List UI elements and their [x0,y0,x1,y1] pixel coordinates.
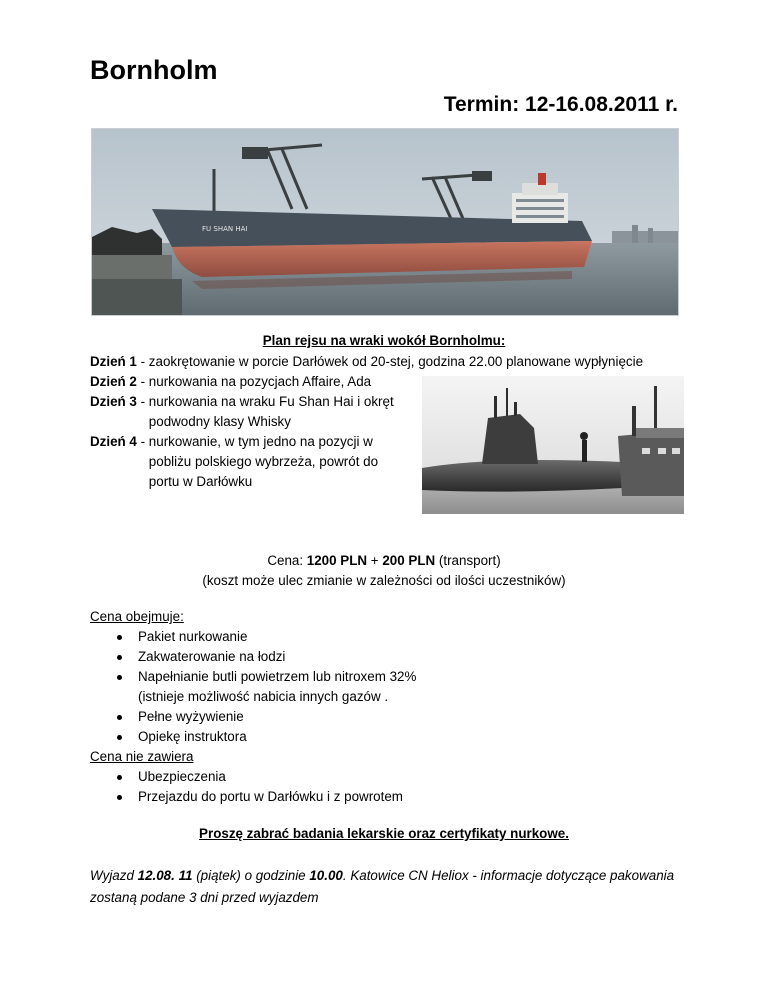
price-details [90,607,690,807]
list-item: Pełne wyżywienie [90,707,690,727]
includes-list-cont [90,707,690,747]
price-transport: 200 PLN [382,553,436,568]
includes-list [90,627,690,687]
departure-date: 12.08. 11 [137,868,193,883]
day-label: Dzień 3 [90,394,137,409]
price-note: (koszt może ulec zmianie w zależności od ilości uczestników) [202,573,566,588]
submarine-photo [422,376,684,514]
day-text: nurkowania na wraku Fu Shan Hai i okręt podwodny klasy Whisky [148,394,394,429]
day-item: Dzień 3 - nurkowania na wraku Fu Shan Hai i okręt podwodny klasy Whisky [90,392,650,432]
list-item: Napełnianie butli powietrzem lub nitroxem 32% [90,667,690,687]
page-title: Bornholm [90,55,218,85]
departure-prefix: Wyjazd [90,868,138,883]
price-main: 1200 PLN [306,553,368,568]
day-label: Dzień 4 [90,434,137,449]
cargo-ship-photo [91,128,679,316]
day-label: Dzień 1 [90,354,137,369]
departure-time: 10.00 [309,868,343,883]
price-plus: + [367,553,383,568]
plan-heading: Plan rejsu na wraki wokół Bornholmu: [262,333,506,348]
departure-suffix: . Katowice CN Heliox - informacje dotyczące pakowania zostaną podane 3 dni przed wyjazdem [90,868,675,905]
gas-note: (istnieje możliwość nabicia innych gazów . [138,689,389,704]
list-item: Opiekę instruktora [90,727,690,747]
day-item: Dzień 4 - nurkowanie, w tym jedno na pozycji w pobliżu polskiego wybrzeża, powrót do portu w Darłówku [90,432,650,492]
termin-date: Termin: 12-16.08.2011 r. [443,93,678,116]
day-label: Dzień 2 [90,374,137,389]
list-item: Ubezpieczenia [90,767,690,787]
excludes-title: Cena nie zawiera [90,749,194,764]
price-prefix: Cena: [267,553,307,568]
svg-text:FU SHAN HAI: FU SHAN HAI [202,225,248,233]
departure-info [90,865,690,909]
includes-title: Cena obejmuje: [90,609,184,624]
list-item: Pakiet nurkowanie [90,627,690,647]
list-item: Przejazdu do portu w Darłówku i z powrotem [90,787,690,807]
price-transport-label: (transport) [435,553,501,568]
day-text: nurkowania na pozycjach Affaire, Ada [148,374,372,389]
day-item: Dzień 1 - zaokrętowanie w porcie Darłówek od 20-stej, godzina 22.00 planowane wypłynięcie [90,352,650,372]
day-text: zaokrętowanie w porcie Darłówek od 20-stej, godzina 22.00 planowane wypłynięcie [148,354,644,369]
list-item: Zakwaterowanie na łodzi [90,647,690,667]
medical-notice: Proszę zabrać badania lekarskie oraz certyfikaty nurkowe. [199,826,569,841]
excludes-list [90,767,690,807]
price-block [0,551,768,591]
day-item: Dzień 2 - nurkowania na pozycjach Affaire, Ada [90,372,650,392]
day-text: nurkowanie, w tym jedno na pozycji w pobliżu polskiego wybrzeża, powrót do portu w Darłówku [148,434,379,489]
departure-mid: (piątek) o godzinie [192,868,310,883]
